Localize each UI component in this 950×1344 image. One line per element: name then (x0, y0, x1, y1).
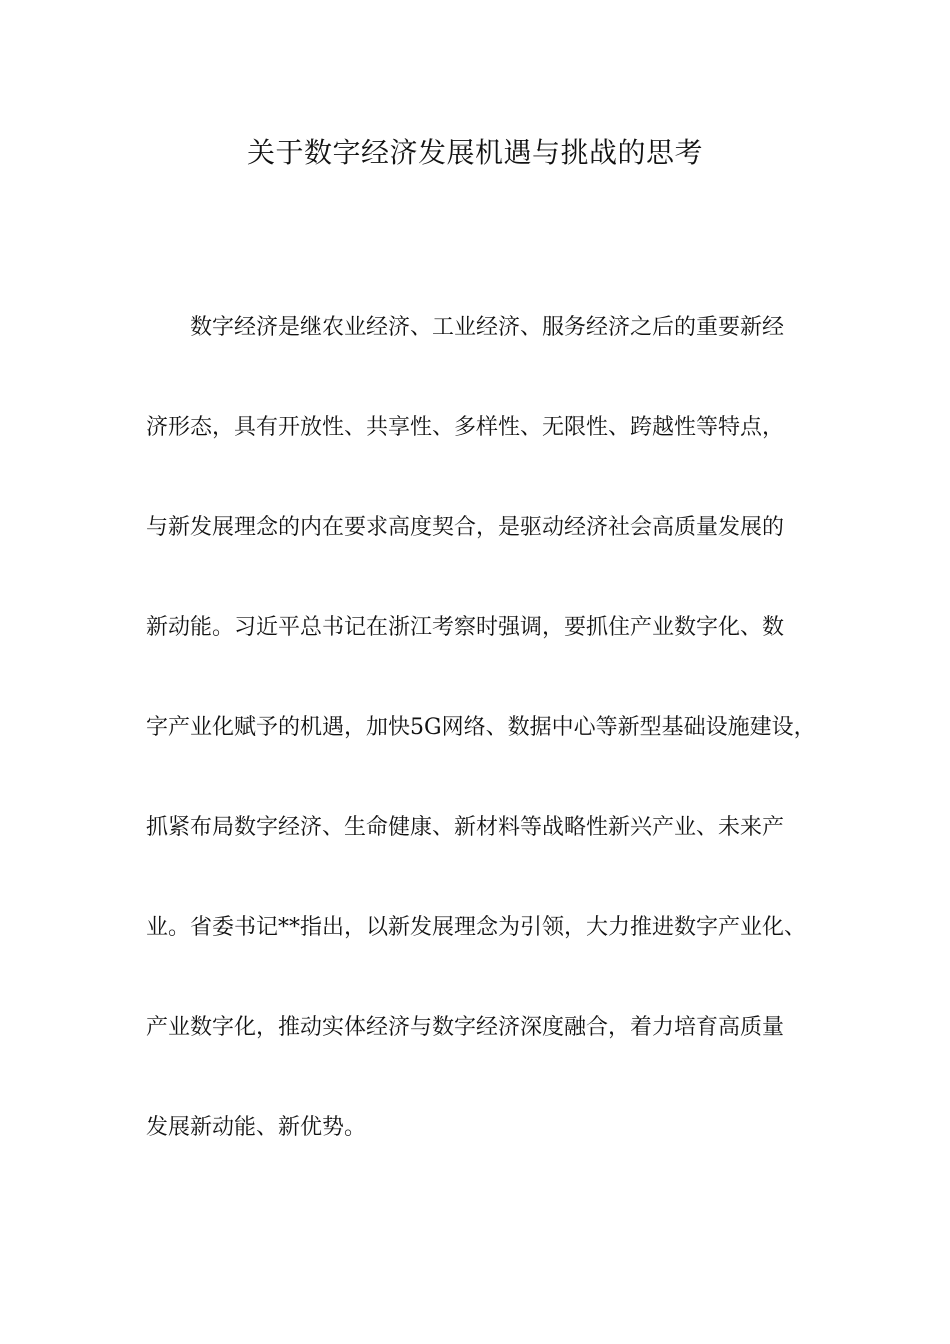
paragraph-line: 业。省委书记**指出，以新发展理念为引领，大力推进数字产业化、 (146, 915, 807, 940)
paragraph-line: 济形态，具有开放性、共享性、多样性、无限性、跨越性等特点， (146, 415, 785, 440)
paragraph-line: 抓紧布局数字经济、生命健康、新材料等战略性新兴产业、未来产 (146, 815, 785, 840)
document-title: 关于数字经济发展机遇与挑战的思考 (246, 136, 703, 169)
paragraph-line: 新动能。习近平总书记在浙江考察时强调，要抓住产业数字化、数 (146, 615, 785, 640)
paragraph-line: 发展新动能、新优势。 (146, 1115, 367, 1140)
paragraph-line: 数字经济是继农业经济、工业经济、服务经济之后的重要新经 (190, 315, 785, 340)
paragraph-line: 字产业化赋予的机遇，加快5G网络、数据中心等新型基础设施建设， (146, 715, 816, 740)
paragraph-line: 产业数字化，推动实体经济与数字经济深度融合，着力培育高质量 (146, 1015, 785, 1040)
paragraph-line: 与新发展理念的内在要求高度契合，是驱动经济社会高质量发展的 (146, 515, 785, 540)
